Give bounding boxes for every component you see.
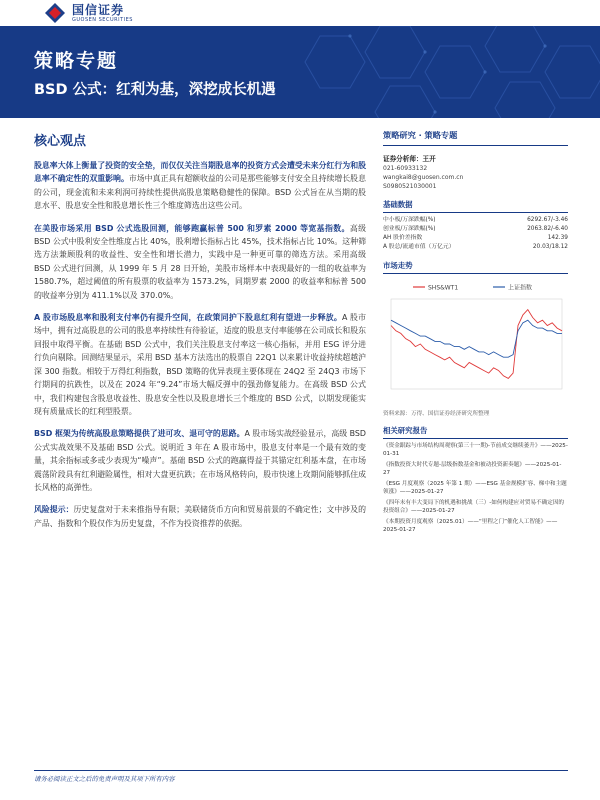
market-data-key: 创业板/万深跌幅(%) bbox=[383, 226, 436, 232]
market-data-title: 基础数据 bbox=[383, 199, 568, 213]
sidebar-header: 策略研究 · 策略专题 bbox=[383, 130, 568, 146]
market-data-value: 6292.67/-3.46 bbox=[527, 217, 568, 223]
market-data-value: 2063.82/-6.40 bbox=[527, 226, 568, 232]
related-report-item[interactable]: 《四年末有丰大变局下的机遇和挑战（三）-如何构建应对贸易不确定因的投资组合》——2025-01-27 bbox=[383, 500, 565, 514]
related-report-item[interactable]: 《ESG 月度观察（2025 年第 1 期）——ESG 基金规模扩容、梯中和主题领涨》——2025-01-27 bbox=[383, 481, 567, 495]
risk-warning-label: 风险提示： bbox=[34, 505, 74, 515]
market-data-value: 142.39 bbox=[547, 235, 568, 241]
paragraph-2-highlight: 在美股市场采用 BSD 公式选股回测，能够跑赢标普 500 和罗素 2000 等宽基指数。 bbox=[34, 223, 350, 233]
banner-pattern bbox=[280, 26, 600, 118]
market-data-table bbox=[383, 216, 568, 252]
chart-frame bbox=[391, 299, 562, 389]
legend-label-2: 上证指数 bbox=[508, 284, 533, 292]
paragraph-4 bbox=[34, 427, 366, 494]
paragraph-2 bbox=[34, 222, 366, 302]
market-data-key: A 股总/流通市值（万亿元） bbox=[383, 244, 455, 250]
market-data-key: AH 股价差指数 bbox=[383, 235, 423, 241]
legend-label-1: SHS&WT1 bbox=[428, 284, 459, 292]
market-data-key: 中小板/万深跌幅(%) bbox=[383, 217, 436, 223]
report-category-title: 策略专题 bbox=[34, 50, 119, 72]
related-reports-title: 相关研究报告 bbox=[383, 425, 568, 439]
market-trend-chart bbox=[383, 277, 568, 407]
chart-title: 市场走势 bbox=[383, 260, 568, 274]
analyst-certificate: S0980521030001 bbox=[383, 183, 437, 190]
series-line-2 bbox=[391, 320, 562, 357]
company-logo bbox=[44, 0, 164, 26]
market-data-row bbox=[383, 225, 568, 234]
related-report-item[interactable]: 《指数投资大时代专题-层级指数基金和被动投资新奏题》——2025-01-27 bbox=[383, 462, 562, 476]
related-reports-list bbox=[383, 442, 568, 534]
risk-warning bbox=[34, 503, 366, 530]
analyst-email[interactable]: wangkai8@guosen.com.cn bbox=[383, 174, 464, 181]
paragraph-1-body: 市场中真正具有超额收益的公司是那些能够支付安全且持续增长股息的公司，现金流和未来利润可持续性提供高股息策略稳健性的保障。BSD 公式旨在从当期的股息水平、股息安全性和股息增长性三个维度筛选出这些公司。 bbox=[34, 174, 366, 211]
related-report-item[interactable]: 《资金跟踪与市场结构周观察(第三十一期)-节前成交继续萎升》——2025-01-31 bbox=[383, 443, 568, 457]
logo-mark-icon bbox=[44, 2, 66, 24]
logo-chinese-name: 国信证券 bbox=[72, 2, 125, 17]
paragraph-1 bbox=[34, 159, 366, 213]
related-report-item[interactable]: 《本期投资月度观察（2025.01）——“里程之门”催化人工智能》——2025-01-27 bbox=[383, 519, 558, 533]
report-subtitle: BSD 公式：红利为基，深挖成长机遇 bbox=[34, 82, 276, 98]
risk-warning-body: 历史复盘对于未来推指导有限；美联储货币方向和贸易前景的不确定性；文中涉及的产品、指数和个股仅作为历史复盘，不作为投资推荐的依据。 bbox=[34, 505, 366, 528]
paragraph-1-highlight: 股息率大体上衡量了投资的安全垫，而仅仅关注当期股息率的投资方式会遭受未来分红行为和股息率不确定性的双重影响。 bbox=[34, 161, 366, 184]
analyst-name: 证券分析师：王开 bbox=[383, 155, 436, 163]
analyst-phone: 021-60933132 bbox=[383, 165, 428, 172]
paragraph-4-body: A 股市场实战经验显示，高级 BSD 公式实战效果不及基础 BSD 公式。说明近 3 年在 A 股市场中，股息支付率是一个最有效的变量，其余指标或多或少表现为“噪声”。基础 BSD 公式的跑赢得益于其锚定红利基本盘，在市场震荡阶段具有红利避险属性，相对大盘更抗跌；在市场风格转向，股市快速上攻期间能够抓住成长风格的高弹性。 bbox=[34, 429, 367, 492]
paragraph-3-body: A 股市场中，拥有过高股息的公司的股息率持续性有待验证，适度的股息支付率能够在公司成长和股东回报中取得平衡。在基础 BSD 公式中，我们关注股息支付率这一核心指标，并用 ESG 评分进行负向剔除。回测结果显示，采用 BSD 基本方法选出的股票自 22Q1 以来累计收益持续超越沪深 300 指数。相较于万得红利指数，BSD 策略的优异表现主要体现在 24Q2 至 24Q3 市场下行期间的抗跌性，以及在 2024 年“9.24”市场大幅反弹中的强劲修复能力。在高级 BSD 公式中，我们构建包含股息收益性、股息安全性以及股息增长三个维度的 BSD 公式，以期发现能实现有质量成长的红利型股票。 bbox=[34, 313, 366, 416]
section-title: 核心观点 bbox=[34, 134, 87, 149]
core-views-column bbox=[34, 130, 366, 539]
paragraph-4-highlight: BSD 框架为传统高股息策略提供了进可攻、退可守的思路。 bbox=[34, 429, 245, 439]
market-data-row bbox=[383, 243, 568, 252]
sidebar-column bbox=[383, 130, 568, 537]
title-banner bbox=[0, 26, 600, 118]
paragraph-2-body: 高级 BSD 公式中股利安全性维度占比 40%，股利增长指标占比 45%，技术指标占比 10%。这种筛选方法兼顾股利的收益性、安全性和增长潜力，实践中是一种更可靠的筛选方法。采用高级 BSD 公式进行回测，从 1999 年 5 月 28 日开始，美股市场样本中表现最好的一组的收益率为 1580.7%，超过阈值的所有股票的收益率为 1573.2%，同期罗素 2000 的收益率和标普 500 的收益率分别为 411.1%以及 370.0%。 bbox=[34, 223, 366, 300]
disclaimer-footer: 请务必阅读正文之后的免责声明及其项下所有内容 bbox=[34, 770, 568, 783]
market-data-row bbox=[383, 234, 568, 243]
series-line-1 bbox=[391, 310, 562, 379]
market-data-value: 20.03/18.12 bbox=[532, 244, 568, 250]
paragraph-3-highlight: A 股市场股息率和股利支付率仍有提升空间，在政策同护下股息红利有望进一步释放。 bbox=[34, 313, 342, 323]
logo-english-name: GUOSEN SECURITIES bbox=[72, 16, 133, 23]
market-data-row bbox=[383, 216, 568, 225]
top-bar bbox=[0, 0, 600, 26]
chart-source: 资料来源：万得、国信证券经济研究所整理 bbox=[383, 411, 490, 417]
paragraph-3 bbox=[34, 311, 366, 418]
